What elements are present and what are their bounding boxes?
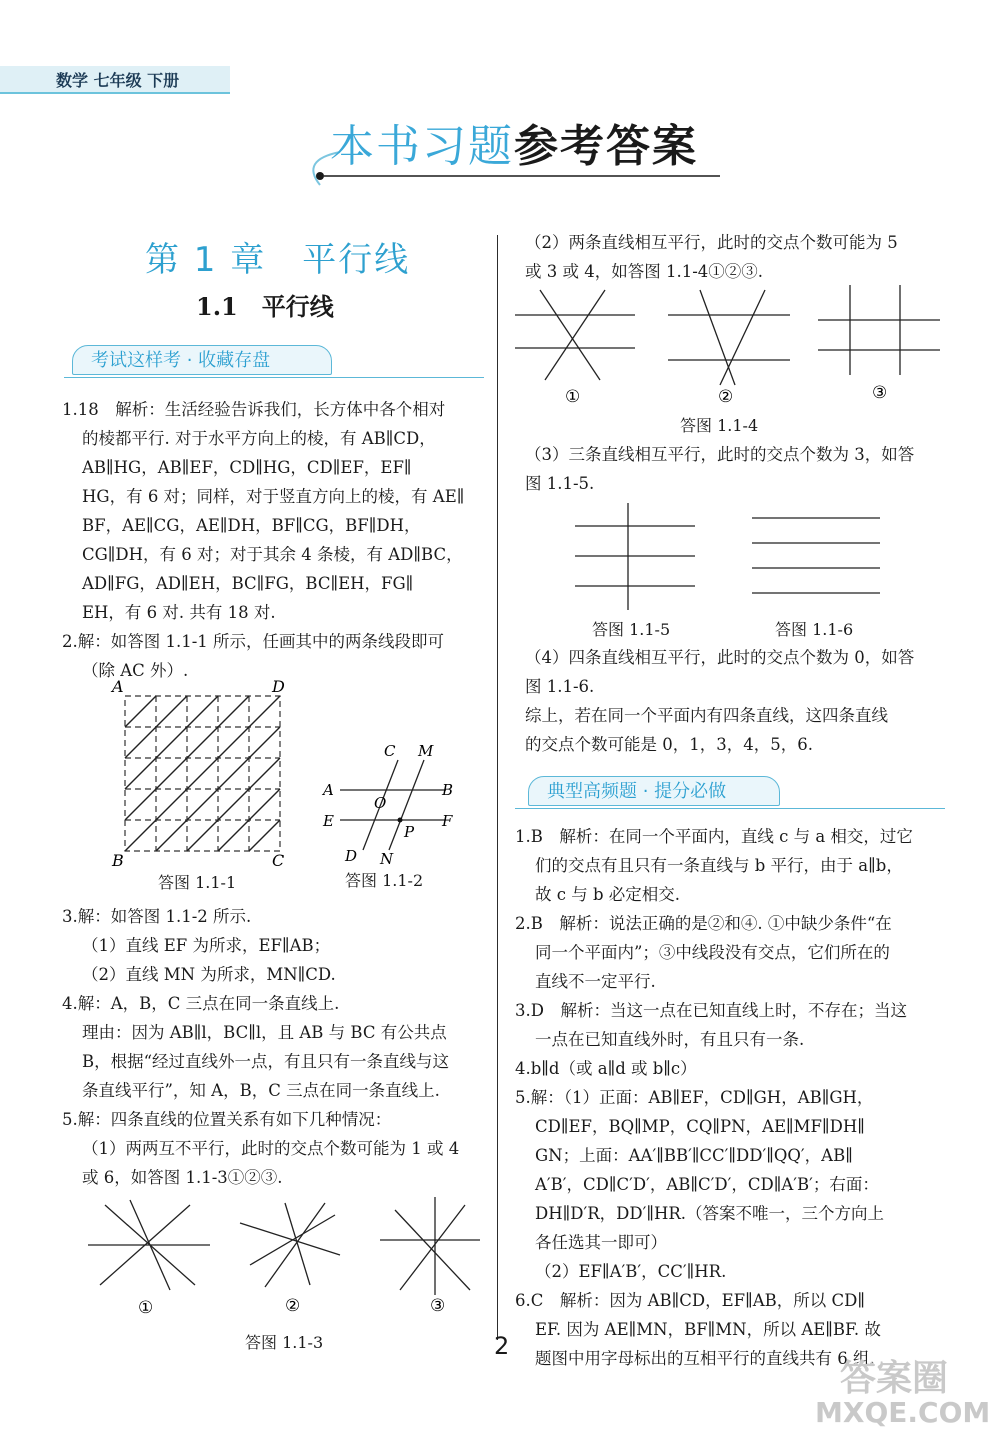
label-B: B <box>112 851 124 868</box>
text-line: 题图中用字母标出的互相平行的直线共有 6 组. <box>535 1349 875 1368</box>
text-line: （2）EF∥A′B′，CC′∥HR. <box>535 1262 727 1281</box>
label-D: D <box>272 678 285 696</box>
text-line: 2.解：如答图 1.1-1 所示，任画其中的两条线段即可 <box>62 632 445 651</box>
text-line: 6.C 解析：因为 AB∥CD，EF∥AB，所以 CD∥ <box>515 1291 866 1310</box>
text-line: 理由：因为 AB∥l，BC∥l，且 AB 与 BC 有公共点 <box>82 1023 447 1042</box>
label-E: E <box>323 812 334 830</box>
column-divider <box>497 235 498 1340</box>
label-P: P <box>404 823 415 841</box>
text-line: （1）直线 EF 为所求，EF∥AB； <box>82 936 331 955</box>
label-N: N <box>380 850 394 868</box>
right-answers-bottom <box>515 822 913 1373</box>
circled-1: ① <box>565 387 581 407</box>
label-A: A <box>323 781 334 799</box>
circled-2: ② <box>285 1296 301 1316</box>
right-answers-top <box>525 228 898 286</box>
text-line: 3.解：如答图 1.1-2 所示. <box>62 907 252 926</box>
label-C: C <box>272 851 285 868</box>
label-C: C <box>384 742 396 760</box>
text-line: EF. 因为 AE∥MN，BF∥MN，所以 AE∥BF. 故 <box>535 1320 881 1339</box>
text-line: AD∥FG，AD∥EH，BC∥FG，BC∥EH，FG∥ <box>82 574 414 593</box>
page-number: 2 <box>494 1332 510 1360</box>
text-line: GN；上面：AA′∥BB′∥CC′∥DD′∥QQ′，AB∥ <box>535 1146 853 1165</box>
text-line: 的棱都平行. 对于水平方向上的棱，有 AB∥CD， <box>82 429 436 448</box>
text-line: （1）两两互不平行，此时的交点个数可能为 1 或 4 <box>82 1139 460 1158</box>
label-F: F <box>442 812 453 830</box>
text-line: 一点在已知直线外时，有且只有一条. <box>535 1030 805 1049</box>
caption-1-1-2: 答图 1.1-2 <box>345 871 424 890</box>
text-line: 的交点个数可能是 0，1，3，4，5，6. <box>525 735 813 754</box>
circled-1: ① <box>138 1298 154 1318</box>
text-line: 同一个平面内”；③中线段没有交点，它们所在的 <box>535 943 890 962</box>
text-line: 条直线平行”，知 A，B，C 三点在同一条直线上. <box>82 1081 440 1100</box>
figure-1-1-1 <box>110 678 300 868</box>
text-line: （4）四条直线相互平行，此时的交点个数为 0，如答 <box>525 648 915 667</box>
text-line: 故 c 与 b 必定相交. <box>535 885 681 904</box>
text-line: 2.B 解析：说法正确的是②和④. ①中缺少条件“在 <box>515 914 892 933</box>
label-A: A <box>112 678 124 696</box>
label-B: B <box>442 781 454 799</box>
text-line: 图 1.1-6. <box>525 677 595 696</box>
text-line: 或 6，如答图 1.1-3①②③. <box>82 1168 283 1187</box>
circled-3: ③ <box>430 1296 446 1316</box>
text-line: 或 3 或 4，如答图 1.1-4①②③. <box>525 262 764 281</box>
text-line: CD∥EF，BQ∥MP，CQ∥PN，AE∥MF∥DH∥ <box>535 1117 865 1136</box>
text-line: BF，AE∥CG，AE∥DH，BF∥CG，BF∥DH， <box>82 516 421 535</box>
text-line: 3.D 解析：当这一点在已知直线上时，不存在；当这 <box>515 1001 907 1020</box>
text-line: 综上，若在同一个平面内有四条直线，这四条直线 <box>525 706 888 725</box>
label-O: O <box>374 794 387 812</box>
chapter-title: 第 1 章 平行线 <box>145 240 411 280</box>
right-answers-mid2 <box>525 643 914 759</box>
text-line: 5.解：（1）正面：AB∥EF，CD∥GH，AB∥GH， <box>515 1088 874 1107</box>
text-line: CG∥DH，有 6 对；对于其余 4 条棱，有 AD∥BC， <box>82 545 463 564</box>
text-line: 直线不一定平行. <box>535 972 656 991</box>
banner-typical: 典型高频题 · 提分必做 <box>528 776 780 806</box>
label-D: D <box>345 847 358 865</box>
section-title: 1.1 平行线 <box>196 292 334 321</box>
watermark-logo: 答案圈 <box>840 1358 949 1399</box>
text-line: EH，有 6 对. 共有 18 对. <box>82 603 276 622</box>
text-line: 4.解：A，B，C 三点在同一条直线上. <box>62 994 340 1013</box>
header-text: 数学 七年级 下册 <box>56 71 180 90</box>
text-line: 4.b∥d（或 a∥d 或 b∥c） <box>515 1059 697 1078</box>
left-answers-1 <box>62 395 464 685</box>
caption-1-1-1: 答图 1.1-1 <box>158 873 237 892</box>
text-line: 图 1.1-5. <box>525 474 595 493</box>
text-line: （除 AC 外）. <box>82 661 189 680</box>
banner-underline <box>64 377 484 378</box>
figure-1-1-3 <box>80 1195 480 1325</box>
right-answers-mid <box>525 440 914 498</box>
figure-1-1-5-6 <box>570 498 890 613</box>
figure-1-1-4 <box>510 280 950 410</box>
circled-3: ③ <box>872 383 888 403</box>
text-line: 们的交点有且只有一条直线与 b 平行，由于 a∥b， <box>535 856 903 875</box>
circled-2: ② <box>718 387 734 407</box>
banner-underline <box>515 808 945 809</box>
text-line: （3）三条直线相互平行，此时的交点个数为 3，如答 <box>525 445 915 464</box>
text-line: DH∥D′R，DD′∥HR.（答案不唯一，三个方向上 <box>535 1204 885 1223</box>
title-part2: 参考答案 <box>514 121 698 172</box>
text-line: 1.18 解析：生活经验告诉我们，长方体中各个相对 <box>62 400 446 419</box>
text-line: （2）直线 MN 为所求，MN∥CD. <box>82 965 336 984</box>
title-part1: 本书习题 <box>330 121 514 172</box>
caption-1-1-4: 答图 1.1-4 <box>680 416 759 435</box>
label-M: M <box>418 742 434 760</box>
text-line: AB∥HG，AB∥EF，CD∥HG，CD∥EF，EF∥ <box>82 458 412 477</box>
watermark-url: MXQE.COM <box>815 1396 991 1429</box>
caption-1-1-6: 答图 1.1-6 <box>775 620 854 639</box>
text-line: 各任选其一即可） <box>535 1233 667 1252</box>
text-line: 5.解：四条直线的位置关系有如下几种情况： <box>62 1110 392 1129</box>
text-line: （2）两条直线相互平行，此时的交点个数可能为 5 <box>525 233 898 252</box>
caption-1-1-3: 答图 1.1-3 <box>245 1333 324 1352</box>
banner-exam: 考试这样考 · 收藏存盘 <box>72 345 332 375</box>
main-title <box>330 110 698 174</box>
figure-1-1-2 <box>318 738 468 868</box>
caption-1-1-5: 答图 1.1-5 <box>592 620 671 639</box>
text-line: A′B′，CD∥C′D′，AB∥C′D′，CD∥A′B′；右面： <box>535 1175 879 1194</box>
text-line: HG，有 6 对；同样，对于竖直方向上的棱，有 AE∥ <box>82 487 465 506</box>
text-line: B，根据“经过直线外一点，有且只有一条直线与这 <box>82 1052 450 1071</box>
text-line: 1.B 解析：在同一个平面内，直线 c 与 a 相交，过它 <box>515 827 913 846</box>
left-answers-2 <box>62 902 459 1192</box>
